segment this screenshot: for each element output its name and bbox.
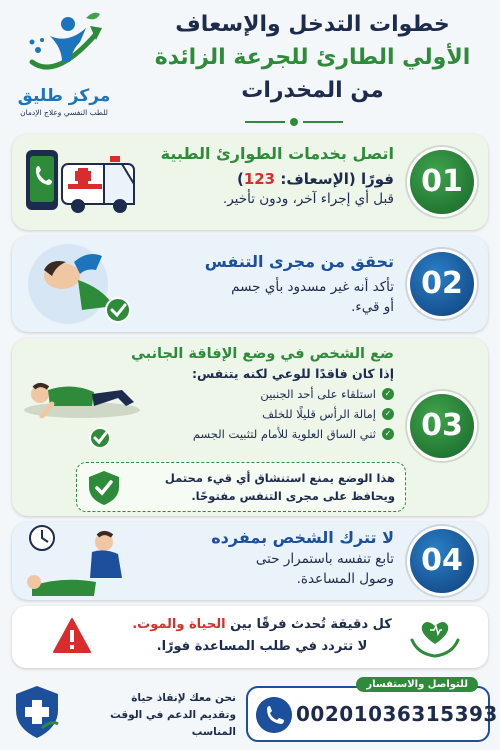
step-title-02: تحقق من مجرى التنفس	[204, 252, 394, 271]
step-text-01-line1	[132, 169, 394, 189]
footer-slogan: نحن معك لإنقاذ حياة وتقديم الدعم في الوقت المناسب	[110, 692, 236, 738]
list-item: ✓ ثني الساق العلوية للأمام لتثبيت الجسم	[134, 424, 394, 444]
warning-text: كل دقيقة تُحدث فرقًا بين الحياة والموت. لا تتردد في طلب المساعدة فورًا.	[132, 617, 392, 654]
emergency-number: 123	[243, 170, 276, 188]
note-text: هذا الوضع يمنع استنشاق أي قيء محتمل ويحافظ على مجرى التنفس مفتوحًا.	[164, 471, 395, 503]
heart-hands-icon	[410, 614, 460, 660]
logo-figure-icon	[26, 10, 106, 88]
warning-icon	[52, 616, 92, 656]
title-line-1: خطوات التدخل والإسعاف	[175, 12, 450, 37]
header	[0, 0, 500, 130]
step-body-04	[132, 528, 394, 589]
airway-check-icon	[22, 240, 142, 328]
step-title-03: ضع الشخص في وضع الإفاقة الجانبي	[131, 346, 394, 362]
step-text-02-line1: تأكد أنه غير مسدود بأي جسم	[231, 279, 394, 295]
logo	[8, 6, 120, 124]
step-text-02-line2: أو قيء.	[351, 299, 394, 315]
step-card-04	[12, 522, 488, 600]
step-title-01: اتصل بخدمات الطوارئ الطبية	[160, 144, 394, 163]
contact-label: للتواصل والاستفسار	[356, 677, 478, 692]
step-card-01	[12, 134, 488, 230]
emergency-close: )	[236, 170, 244, 188]
step-text-04-line2: وصول المساعدة.	[296, 571, 394, 587]
shield-check-icon	[85, 469, 123, 507]
step-text-01-line2: قبل أي إجراء آخر، ودون تأخير.	[222, 191, 394, 207]
step-text-04-line1: تابع تنفسه باستمرار حتى	[255, 551, 394, 567]
step-number-03: 03	[410, 394, 474, 458]
step-card-03	[12, 338, 488, 516]
page-title	[130, 8, 495, 107]
step-body-03	[131, 346, 394, 444]
footer	[0, 676, 500, 750]
medical-shield-icon	[12, 684, 62, 740]
step-card-02	[12, 236, 488, 332]
check-icon: ✓	[382, 388, 394, 400]
contact-box[interactable]	[246, 679, 498, 742]
title-divider	[245, 118, 345, 126]
check-icon: ✓	[382, 408, 394, 420]
step-title-04: لا تترك الشخص بمفرده	[211, 528, 394, 547]
step-number-02: 02	[410, 252, 474, 316]
list-item: ✓ إمالة الرأس قليلًا للخلف	[134, 404, 394, 424]
title-line-2: الأولي الطارئ للجرعة الزائدة	[154, 45, 471, 70]
step-03-list	[134, 384, 394, 444]
ambulance-phone-icon	[22, 144, 142, 222]
phone-icon	[256, 697, 292, 733]
logo-subtitle: للطب النفسي وعلاج الإدمان	[20, 108, 108, 117]
warning-box	[12, 606, 488, 668]
emergency-label: فورًا (الإسعاف:	[275, 170, 394, 188]
title-line-3: من المخدرات	[241, 78, 384, 103]
phone-number[interactable]: 00201036315393	[296, 702, 498, 726]
footer-slogan-block	[12, 680, 242, 744]
list-item: ✓ استلقاء على أحد الجنبين	[134, 384, 394, 404]
step-03-note	[76, 462, 406, 512]
step-number-01: 01	[410, 150, 474, 214]
step-number-04: 04	[410, 529, 474, 593]
step-body-02	[132, 252, 394, 317]
step-body-01	[132, 144, 394, 209]
logo-name: مركز طليق	[17, 86, 111, 106]
check-icon: ✓	[382, 428, 394, 440]
step-intro-03: إذا كان فاقدًا للوعي لكنه يتنفس:	[192, 366, 394, 381]
recovery-position-icon	[22, 354, 142, 448]
stay-with-person-icon	[22, 516, 142, 600]
